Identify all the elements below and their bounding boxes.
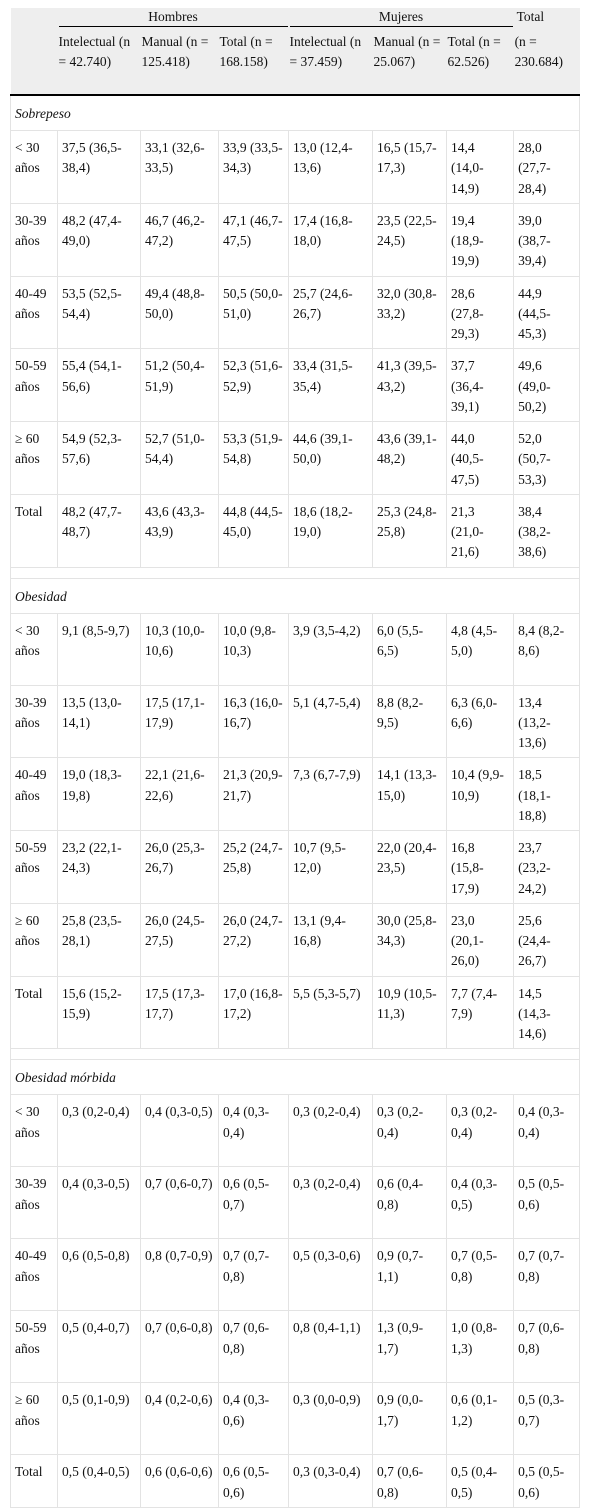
table-cell: 0,3 (0,2-0,4): [447, 1095, 514, 1167]
table-cell: 0,7 (0,6-0,8): [514, 1311, 580, 1383]
spacer-cell: [11, 567, 580, 578]
row-label: 40-49 años: [11, 276, 58, 349]
table-cell: 0,4 (0,3-0,4): [514, 1095, 580, 1167]
table-cell: 30,0 (25,8-34,3): [373, 903, 447, 976]
table-cell: 4,8 (4,5-5,0): [447, 613, 514, 685]
table-cell: 13,4 (13,2-13,6): [514, 685, 580, 758]
table-cell: 23,7 (23,2-24,2): [514, 831, 580, 904]
row-label: Total: [11, 494, 58, 567]
table-cell: 44,8 (44,5-45,0): [219, 494, 289, 567]
table-cell: 23,2 (22,1-24,3): [58, 831, 141, 904]
table-row: [11, 349, 580, 422]
table-cell: 14,1 (13,3-15,0): [373, 758, 447, 831]
section-title: Obesidad mórbida: [11, 1060, 580, 1095]
table-cell: 10,9 (10,5-11,3): [373, 976, 447, 1049]
table-cell: 10,3 (10,0-10,6): [141, 613, 219, 685]
section-title: Obesidad: [11, 578, 580, 613]
section-header-row: [11, 95, 580, 131]
table-cell: 0,9 (0,7-1,1): [373, 1239, 447, 1311]
table-cell: 48,2 (47,4-49,0): [58, 203, 141, 276]
table-cell: 0,8 (0,4-1,1): [289, 1311, 373, 1383]
table-cell: 28,6 (27,8-29,3): [447, 276, 514, 349]
table-cell: 0,6 (0,5-0,8): [58, 1239, 141, 1311]
table-row: [11, 758, 580, 831]
column-header: Manual (n = 25.067): [373, 30, 447, 95]
table-cell: 0,8 (0,7-0,9): [141, 1239, 219, 1311]
table-row: [11, 1167, 580, 1239]
table-cell: 0,6 (0,4-0,8): [373, 1167, 447, 1239]
table-row: [11, 203, 580, 276]
table-cell: 0,5 (0,1-0,9): [58, 1383, 141, 1455]
table-cell: 46,7 (46,2-47,2): [141, 203, 219, 276]
table-cell: 6,3 (6,0-6,6): [447, 685, 514, 758]
table-cell: 1,0 (0,8-1,3): [447, 1311, 514, 1383]
table-cell: 0,5 (0,3-0,6): [289, 1239, 373, 1311]
table-cell: 48,2 (47,7-48,7): [58, 494, 141, 567]
table-cell: 39,0 (38,7-39,4): [514, 203, 580, 276]
table-row: [11, 613, 580, 685]
table-cell: 17,0 (16,8-17,2): [219, 976, 289, 1049]
section-spacer: [11, 1049, 580, 1060]
table-cell: 13,1 (9,4-16,8): [289, 903, 373, 976]
table-cell: 17,5 (17,1-17,9): [141, 685, 219, 758]
row-label: 30-39 años: [11, 1167, 58, 1239]
table-cell: 52,0 (50,7-53,3): [514, 422, 580, 495]
table-cell: 0,7 (0,6-0,7): [141, 1167, 219, 1239]
table-cell: 0,3 (0,2-0,4): [289, 1167, 373, 1239]
spacer-cell: [11, 1049, 580, 1060]
table-cell: 26,0 (24,5-27,5): [141, 903, 219, 976]
group-header-men-label: Hombres: [59, 8, 288, 27]
table-cell: 14,5 (14,3-14,6): [514, 976, 580, 1049]
table-row: [11, 422, 580, 495]
table-header: [11, 8, 580, 95]
table-cell: 18,5 (18,1-18,8): [514, 758, 580, 831]
table-cell: 9,1 (8,5-9,7): [58, 613, 141, 685]
table-row: [11, 1455, 580, 1508]
table-cell: 18,6 (18,2-19,0): [289, 494, 373, 567]
table-cell: 0,4 (0,3-0,5): [141, 1095, 219, 1167]
table-cell: 0,3 (0,2-0,4): [289, 1095, 373, 1167]
table-cell: 10,4 (9,9-10,9): [447, 758, 514, 831]
table-cell: 0,6 (0,5-0,6): [219, 1455, 289, 1508]
table-cell: 14,4 (14,0-14,9): [447, 131, 514, 204]
table-row: [11, 1383, 580, 1455]
table-cell: 0,7 (0,7-0,8): [219, 1239, 289, 1311]
table-row: [11, 1311, 580, 1383]
table-cell: 49,6 (49,0-50,2): [514, 349, 580, 422]
column-header: Intelectual (n = 37.459): [289, 30, 373, 95]
column-header: [11, 30, 58, 95]
table-cell: 52,7 (51,0-54,4): [141, 422, 219, 495]
table-cell: 52,3 (51,6-52,9): [219, 349, 289, 422]
table-cell: 8,8 (8,2-9,5): [373, 685, 447, 758]
table-cell: 19,4 (18,9-19,9): [447, 203, 514, 276]
column-header-row: [11, 30, 580, 95]
table-cell: 10,7 (9,5-12,0): [289, 831, 373, 904]
table-cell: 6,0 (5,5-6,5): [373, 613, 447, 685]
table-cell: 37,5 (36,5-38,4): [58, 131, 141, 204]
table-cell: 33,4 (31,5-35,4): [289, 349, 373, 422]
table-cell: 0,5 (0,3-0,7): [514, 1383, 580, 1455]
table-cell: 28,0 (27,7-28,4): [514, 131, 580, 204]
table-cell: 7,3 (6,7-7,9): [289, 758, 373, 831]
table-cell: 13,5 (13,0-14,1): [58, 685, 141, 758]
table-cell: 0,4 (0,3-0,5): [447, 1167, 514, 1239]
column-header: Manual (n = 125.418): [141, 30, 219, 95]
table-cell: 10,0 (9,8-10,3): [219, 613, 289, 685]
table-cell: 3,9 (3,5-4,2): [289, 613, 373, 685]
obesity-prevalence-table: [10, 8, 580, 1508]
row-label: < 30 años: [11, 1095, 58, 1167]
table-cell: 43,6 (43,3-43,9): [141, 494, 219, 567]
table-cell: 0,5 (0,5-0,6): [514, 1455, 580, 1508]
table-cell: 7,7 (7,4-7,9): [447, 976, 514, 1049]
column-header: Total (n = 168.158): [219, 30, 289, 95]
table-cell: 16,5 (15,7-17,3): [373, 131, 447, 204]
table-cell: 26,0 (24,7-27,2): [219, 903, 289, 976]
table-cell: 50,5 (50,0-51,0): [219, 276, 289, 349]
table-cell: 0,3 (0,3-0,4): [289, 1455, 373, 1508]
table-cell: 33,9 (33,5-34,3): [219, 131, 289, 204]
table-cell: 17,5 (17,3-17,7): [141, 976, 219, 1049]
row-label: 50-59 años: [11, 831, 58, 904]
column-header: (n = 230.684): [514, 30, 580, 95]
table-cell: 0,6 (0,6-0,6): [141, 1455, 219, 1508]
table-cell: 23,5 (22,5-24,5): [373, 203, 447, 276]
table-cell: 21,3 (20,9-21,7): [219, 758, 289, 831]
table-cell: 5,1 (4,7-5,4): [289, 685, 373, 758]
row-label: 50-59 años: [11, 349, 58, 422]
table-cell: 26,0 (25,3-26,7): [141, 831, 219, 904]
table-row: [11, 276, 580, 349]
table-cell: 0,5 (0,5-0,6): [514, 1167, 580, 1239]
table-cell: 0,9 (0,0-1,7): [373, 1383, 447, 1455]
section-header-row: [11, 578, 580, 613]
section-title: Sobrepeso: [11, 95, 580, 131]
table-cell: 25,8 (23,5-28,1): [58, 903, 141, 976]
table-cell: 32,0 (30,8-33,2): [373, 276, 447, 349]
table-cell: 38,4 (38,2-38,6): [514, 494, 580, 567]
table-cell: 15,6 (15,2-15,9): [58, 976, 141, 1049]
row-label: 30-39 años: [11, 203, 58, 276]
table-cell: 1,3 (0,9-1,7): [373, 1311, 447, 1383]
header-corner: [11, 8, 58, 30]
row-label: 40-49 años: [11, 758, 58, 831]
group-header-men: [58, 8, 289, 30]
table-cell: 5,5 (5,3-5,7): [289, 976, 373, 1049]
table-cell: 23,0 (20,1-26,0): [447, 903, 514, 976]
table-cell: 0,4 (0,2-0,6): [141, 1383, 219, 1455]
table-cell: 19,0 (18,3-19,8): [58, 758, 141, 831]
table-cell: 47,1 (46,7-47,5): [219, 203, 289, 276]
table-cell: 0,4 (0,3-0,4): [219, 1095, 289, 1167]
table-cell: 0,7 (0,5-0,8): [447, 1239, 514, 1311]
table-cell: 22,0 (20,4-23,5): [373, 831, 447, 904]
table-cell: 44,0 (40,5-47,5): [447, 422, 514, 495]
group-header-women-label: Mujeres: [290, 8, 513, 27]
table-cell: 13,0 (12,4-13,6): [289, 131, 373, 204]
table-row: [11, 1095, 580, 1167]
table-cell: 0,3 (0,0-0,9): [289, 1383, 373, 1455]
table-cell: 37,7 (36,4-39,1): [447, 349, 514, 422]
table-cell: 0,5 (0,4-0,5): [58, 1455, 141, 1508]
table-row: [11, 131, 580, 204]
group-header-row: [11, 8, 580, 30]
group-header-total: Total: [514, 8, 580, 30]
table-cell: 0,6 (0,1-1,2): [447, 1383, 514, 1455]
table-cell: 21,3 (21,0-21,6): [447, 494, 514, 567]
row-label: 30-39 años: [11, 685, 58, 758]
row-label: < 30 años: [11, 613, 58, 685]
table-row: [11, 976, 580, 1049]
table-body: [11, 95, 580, 1507]
table-row: [11, 831, 580, 904]
table-cell: 44,9 (44,5-45,3): [514, 276, 580, 349]
table-cell: 33,1 (32,6-33,5): [141, 131, 219, 204]
section-spacer: [11, 567, 580, 578]
row-label: Total: [11, 976, 58, 1049]
row-label: 50-59 años: [11, 1311, 58, 1383]
table-cell: 16,3 (16,0-16,7): [219, 685, 289, 758]
row-label: ≥ 60 años: [11, 1383, 58, 1455]
table-cell: 25,6 (24,4-26,7): [514, 903, 580, 976]
table-cell: 53,5 (52,5-54,4): [58, 276, 141, 349]
table-cell: 25,7 (24,6-26,7): [289, 276, 373, 349]
row-label: 40-49 años: [11, 1239, 58, 1311]
table-cell: 0,4 (0,3-0,5): [58, 1167, 141, 1239]
table-cell: 0,7 (0,6-0,8): [373, 1455, 447, 1508]
table-cell: 53,3 (51,9-54,8): [219, 422, 289, 495]
table-cell: 41,3 (39,5-43,2): [373, 349, 447, 422]
table-cell: 44,6 (39,1-50,0): [289, 422, 373, 495]
table-cell: 0,3 (0,2-0,4): [373, 1095, 447, 1167]
table-cell: 0,7 (0,6-0,8): [219, 1311, 289, 1383]
table-cell: 25,2 (24,7-25,8): [219, 831, 289, 904]
table-row: [11, 494, 580, 567]
table-cell: 0,7 (0,7-0,8): [514, 1239, 580, 1311]
column-header: Intelectual (n = 42.740): [58, 30, 141, 95]
row-label: ≥ 60 años: [11, 903, 58, 976]
table-cell: 0,6 (0,5-0,7): [219, 1167, 289, 1239]
table-cell: 49,4 (48,8-50,0): [141, 276, 219, 349]
row-label: < 30 años: [11, 131, 58, 204]
table-cell: 55,4 (54,1-56,6): [58, 349, 141, 422]
table-cell: 0,7 (0,6-0,8): [141, 1311, 219, 1383]
table-cell: 22,1 (21,6-22,6): [141, 758, 219, 831]
table-cell: 43,6 (39,1-48,2): [373, 422, 447, 495]
row-label: ≥ 60 años: [11, 422, 58, 495]
column-header: Total (n = 62.526): [447, 30, 514, 95]
table-row: [11, 685, 580, 758]
table-cell: 0,5 (0,4-0,7): [58, 1311, 141, 1383]
section-header-row: [11, 1060, 580, 1095]
row-label: Total: [11, 1455, 58, 1508]
table-cell: 25,3 (24,8-25,8): [373, 494, 447, 567]
table-cell: 51,2 (50,4-51,9): [141, 349, 219, 422]
table-cell: 17,4 (16,8-18,0): [289, 203, 373, 276]
table-cell: 54,9 (52,3-57,6): [58, 422, 141, 495]
table-row: [11, 1239, 580, 1311]
table-cell: 8,4 (8,2-8,6): [514, 613, 580, 685]
table-cell: 0,4 (0,3-0,6): [219, 1383, 289, 1455]
table-cell: 0,5 (0,4-0,5): [447, 1455, 514, 1508]
table-cell: 0,3 (0,2-0,4): [58, 1095, 141, 1167]
group-header-women: [289, 8, 514, 30]
table-cell: 16,8 (15,8-17,9): [447, 831, 514, 904]
table-row: [11, 903, 580, 976]
